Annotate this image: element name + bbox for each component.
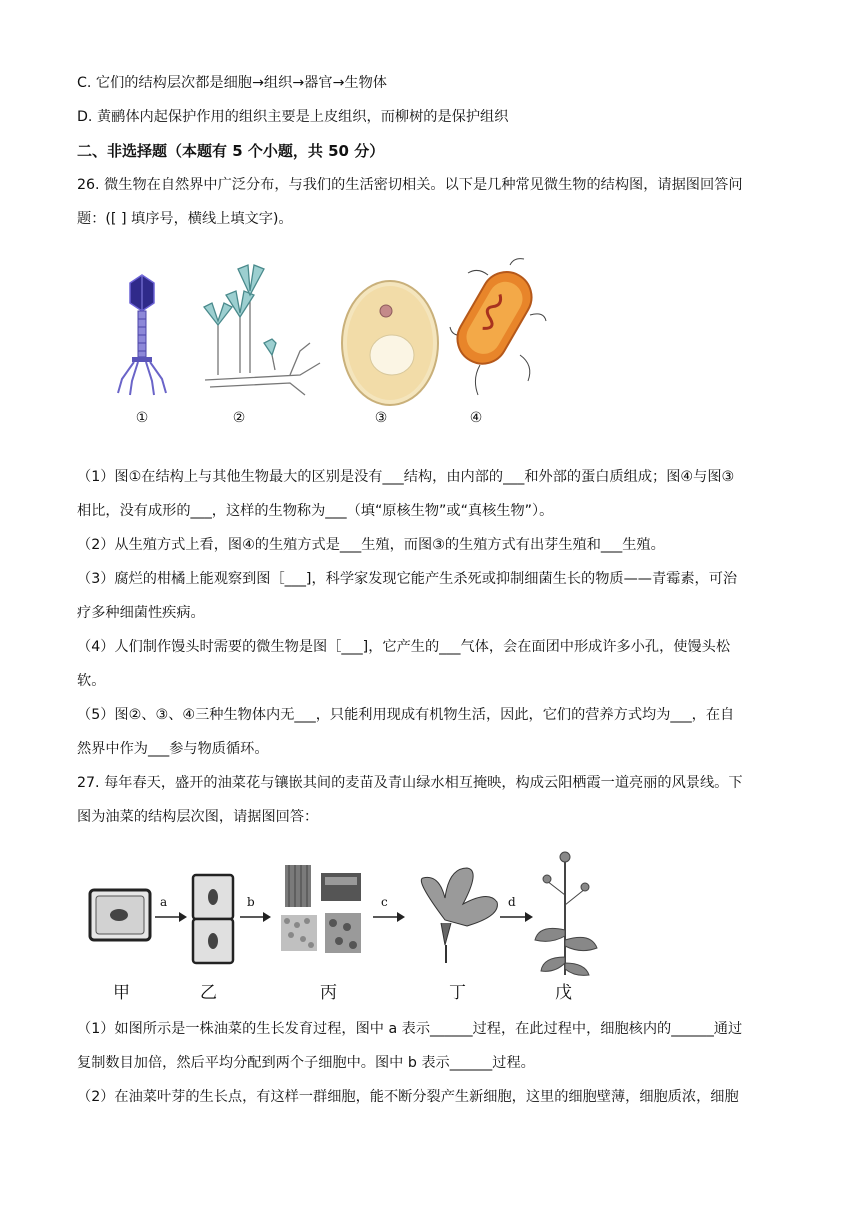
q26-part2: （2）从生殖方式上看，图④的生殖方式是___生殖，而图③的生殖方式有出芽生殖和___生殖。 [77,537,665,553]
rapeseed-plant-image [535,852,597,975]
figure-label-1: ① [135,410,149,426]
q27-part2-line1: （2）在油菜叶芽的生长点，有这样一群细胞，能不断分裂产生新细胞，这里的细胞壁薄，细胞质浓，细胞 [77,1089,739,1105]
q27-stem-line2: 图为油菜的结构层次图，请据图回答： [77,809,319,825]
q26-part4-line1: （4）人们制作馒头时需要的微生物是图［___]，它产生的___气体，会在面团中形成许多小孔，使馒头松 [77,639,731,655]
q27-part1-line1: （1）如图所示是一株油菜的生长发育过程，图中 a 表示______过程，在此过程中，细胞核内的______通过 [77,1021,743,1037]
q27-stem-line1: 27. 每年春天，盛开的油菜花与镶嵌其间的麦苗及青山绿水相互掩映，构成云阳栖霞一道亮丽的风景线。下 [77,775,743,791]
q26-part1-line2: 相比，没有成形的___，这样的生物称为___（填“原核生物”或“真核生物”）。 [77,503,554,519]
tissues-image [281,865,361,953]
level-label-yi: 乙 [200,983,217,1003]
yeast-cell-image [342,281,438,405]
microorganism-figure [100,255,560,435]
q26-part5-line1: （5）图②、③、④三种生物体内无___，只能利用现成有机物生活，因此，它们的营养方式均为___，在自 [77,707,735,723]
q26-stem-line2: 题：([ ] 填序号，横线上填文字)。 [77,211,293,227]
option-c: C. 它们的结构层次都是细胞→组织→器官→生物体 [77,75,387,91]
figure-label-2: ② [232,410,246,426]
q26-part5-line2: 然界中作为___参与物质循环。 [77,741,269,757]
q26-part3-line2: 疗多种细菌性疾病。 [77,605,205,621]
single-cell-image [90,890,150,940]
q26-stem-line1: 26. 微生物在自然界中广泛分布，与我们的生活密切相关。以下是几种常见微生物的结构图，请据图回答问 [77,177,743,193]
q26-part4-line2: 软。 [77,673,106,689]
structure-level-figure [85,845,605,1005]
bacteriophage-image [118,275,166,395]
level-label-wu: 戊 [555,983,572,1003]
arrow-label-d: d [508,895,516,909]
bacterium-image [448,259,546,395]
arrow-label-a: a [160,895,168,909]
option-d: D. 黄鹂体内起保护作用的组织主要是上皮组织，而柳树的是保护组织 [77,109,509,125]
section-heading: 二、非选择题（本题有 5 个小题，共 50 分） [77,142,385,160]
figure-label-3: ③ [374,410,388,426]
figure-label-4: ④ [469,410,483,426]
dividing-cells-image [193,875,233,963]
q26-part3-line1: （3）腐烂的柑橘上能观察到图［___]，科学家发现它能产生杀死或抑制细菌生长的物质——青霉素，可治 [77,571,738,587]
level-label-jia: 甲 [113,983,130,1003]
flower-image [421,868,497,963]
level-label-bing: 丙 [320,983,337,1003]
q26-part1-line1: （1）图①在结构上与其他生物最大的区别是没有___结构，由内部的___和外部的蛋白质组成；图④与图③ [77,469,735,485]
q27-part1-line2: 复制数目加倍，然后平均分配到两个子细胞中。图中 b 表示______过程。 [77,1055,535,1071]
penicillium-image [204,265,320,395]
arrow-label-b: b [247,895,255,909]
arrow-label-c: c [381,895,388,909]
level-label-ding: 丁 [449,983,466,1003]
